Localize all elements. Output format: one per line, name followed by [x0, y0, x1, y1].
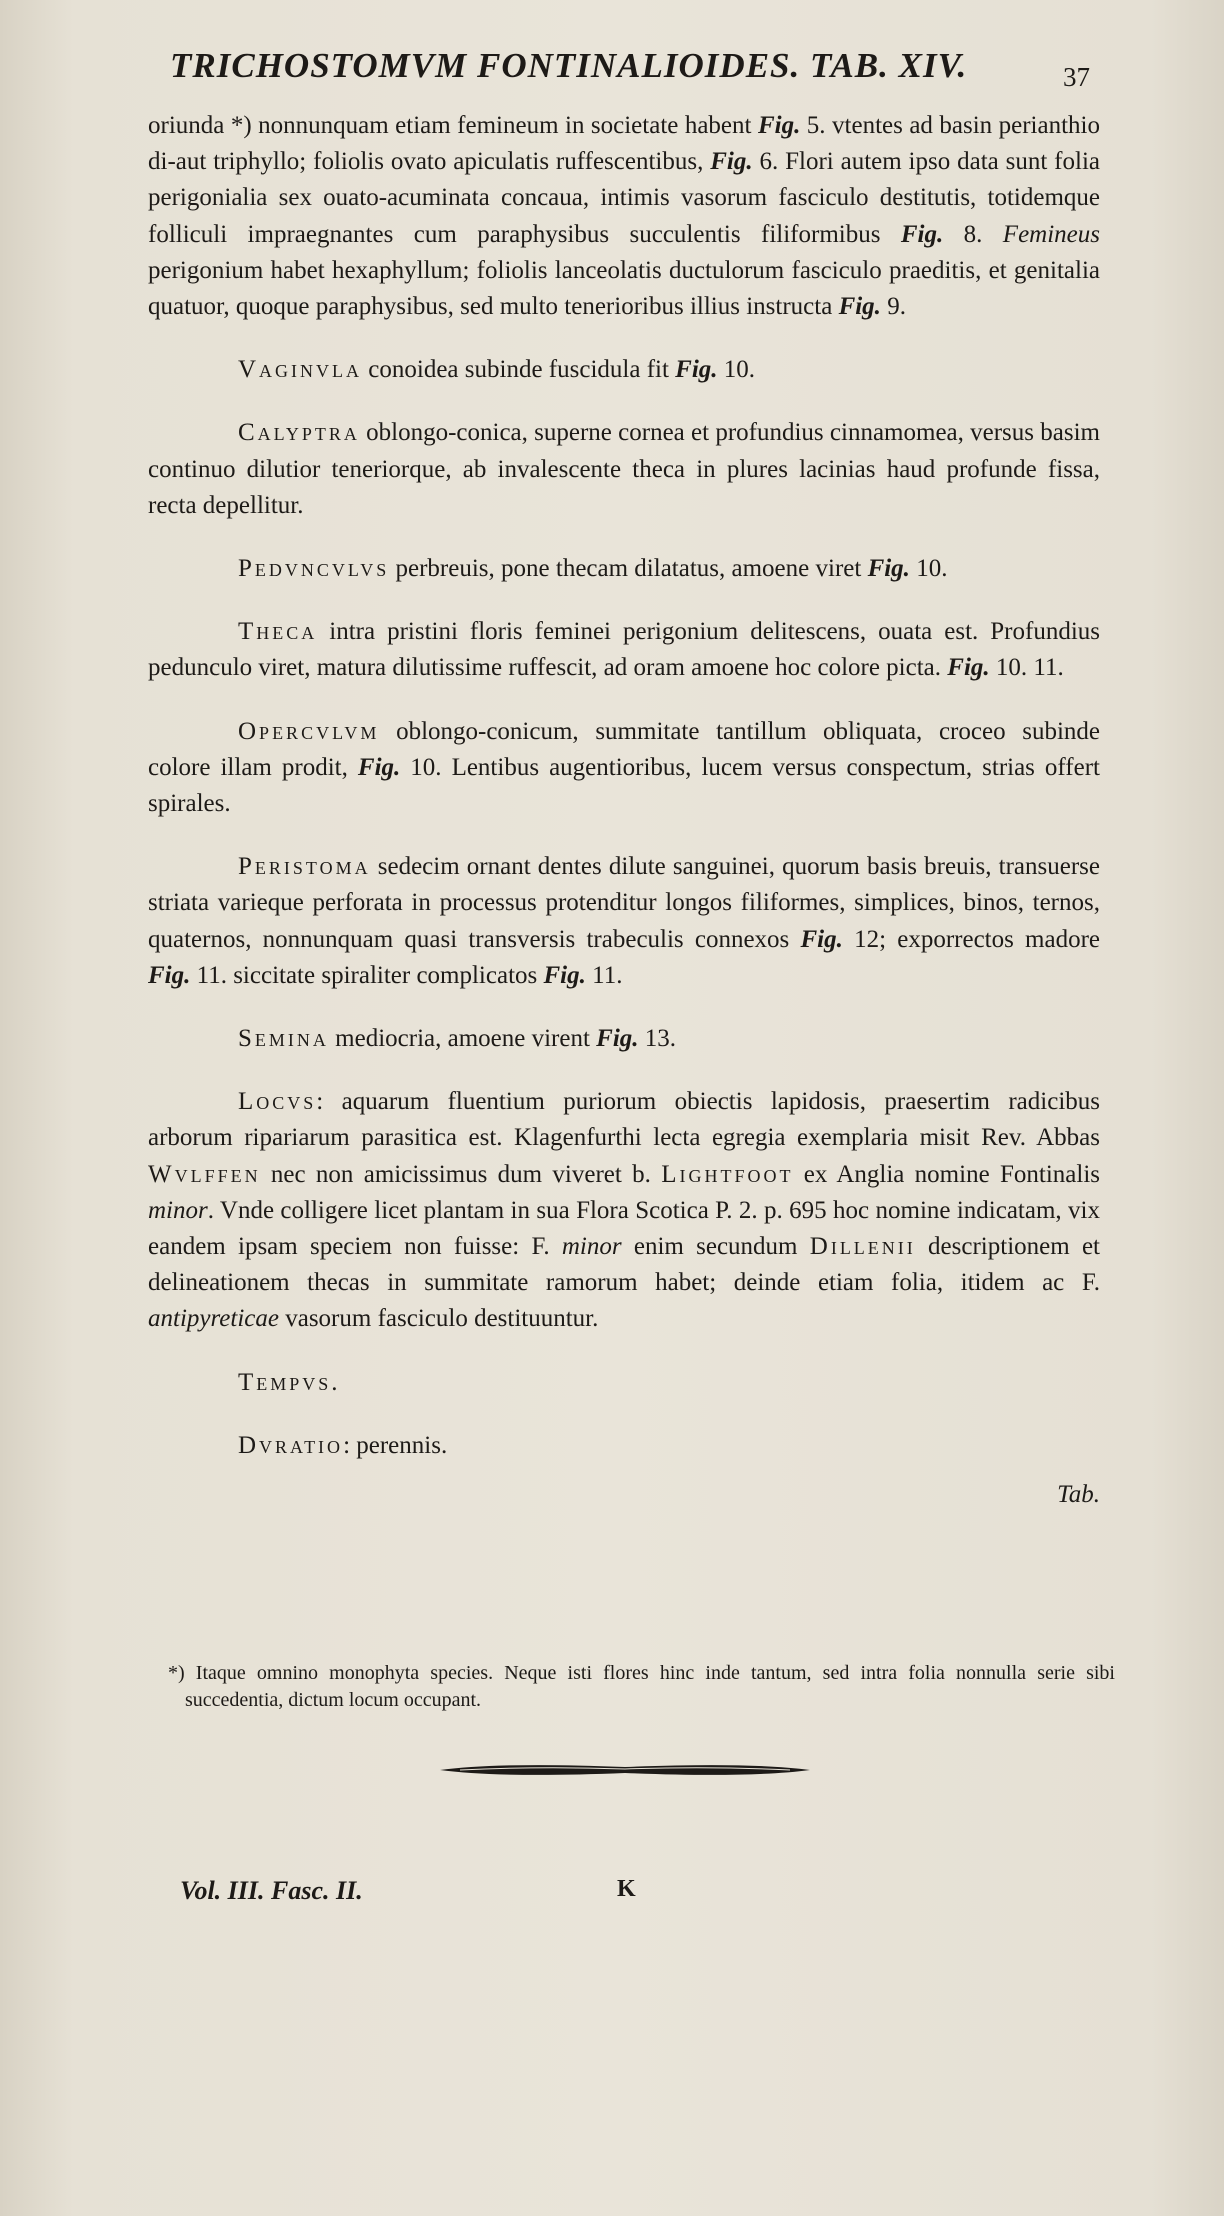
section-term: Opercvlvm	[238, 717, 380, 745]
italic-term: minor	[561, 1233, 622, 1261]
text-run: 10. 11.	[989, 654, 1064, 682]
text-run: oblongo-conica, superne cornea et profundius cinnamomea, versus basim continuo dilutior teneriorque, ab invalescente theca in plures lacinias haud profunde fissa, recta depellitur.	[148, 419, 1100, 519]
paragraph-locus	[148, 1084, 1100, 1337]
text-run: 5. vtentes ad basin perianthio di-aut triphyllo; foliolis ovato apiculatis ruffescentibus,	[148, 112, 1100, 176]
text-run: mediocria, amoene virent	[328, 1025, 597, 1053]
figure-ref: Fig.	[675, 356, 718, 384]
text-run: 11.	[585, 961, 623, 989]
section-term: Lightfoot	[661, 1160, 794, 1188]
figure-ref: Fig.	[148, 961, 191, 989]
figure-ref: Fig.	[900, 220, 944, 248]
text-run: . Vnde colligere licet plantam in sua Flora Scotica P. 2. p. 695 hoc nomine indicatam, vix eandem ipsam speciem non fuisse: F.	[148, 1196, 1100, 1261]
text-run: 10. Lentibus augentioribus, lucem versus conspectum, strias offert spirales.	[148, 753, 1101, 818]
section-term: Dillenii	[809, 1233, 916, 1261]
italic-term: minor	[148, 1196, 208, 1224]
section-term: Peristoma	[238, 853, 371, 881]
running-title: TRICHOSTOMVM FONTINALIOIDES. TAB. XIV.	[170, 46, 968, 85]
text-run: nec non amicissimus dum viveret b.	[260, 1160, 662, 1188]
text-run: 13.	[638, 1025, 677, 1053]
paragraph-calyptra	[148, 415, 1100, 524]
section-term: Calyptra	[238, 419, 360, 447]
text-run: ex Anglia nomine Fontinalis	[793, 1160, 1100, 1188]
paragraph-pedunculus	[148, 551, 1100, 587]
text-run: descriptionem et delineationem thecas in summitate ramorum habet; deinde etiam folia, itidem ac F.	[148, 1233, 1100, 1297]
section-term: Tempvs.	[238, 1368, 341, 1396]
section-term: Semina	[238, 1025, 329, 1053]
text-run: 11. siccitate spiraliter complicatos	[190, 961, 544, 989]
text-run: 9.	[880, 293, 906, 321]
text-run: intra pristini floris feminei perigonium delitescens, ouata est. Profundius pedunculo viret, matura dilutissime ruffescit, ad oram amoene hoc colore picta.	[148, 618, 1100, 682]
section-term: Wvlffen	[148, 1160, 261, 1188]
text-run: conoidea subinde fuscidula fit	[362, 356, 676, 384]
paragraph-vaginula	[148, 352, 1100, 388]
section-term: Vaginvla	[238, 356, 363, 384]
figure-ref: Fig.	[543, 961, 586, 989]
text-run: : perennis.	[343, 1431, 448, 1459]
figure-ref: Fig.	[838, 293, 881, 321]
figure-ref: Fig.	[357, 753, 401, 781]
volume-fascicle: Vol. III. Fasc. II.	[180, 1876, 363, 1905]
text-run: vasorum fasciculo destituuntur.	[278, 1305, 599, 1333]
figure-ref: Fig.	[867, 555, 910, 583]
page-footer	[180, 1876, 780, 1916]
paragraph-duratio	[148, 1428, 1100, 1464]
ornamental-rule	[440, 1758, 810, 1782]
italic-term: antipyreticae	[148, 1305, 279, 1333]
figure-ref: Fig.	[757, 112, 801, 139]
section-term: Pedvncvlvs	[238, 555, 390, 583]
figure-ref: Fig.	[800, 925, 843, 953]
footnote: *) Itaque omnino monophyta species. Neque isti flores hinc inde tantum, sed intra folia nonnulla serie sibi succedentia, dictum locum occupant.	[168, 1662, 1115, 1711]
text-run: perigonium habet hexaphyllum; foliolis lanceolatis ductulorum fasciculo praeditis, et genitalia quatuor, quoque paraphysibus, sed multo tenerioribus illius instructa	[148, 256, 1100, 321]
text-run: enim secundum	[621, 1233, 810, 1261]
text-run: oriunda *) nonnunquam etiam femineum in societate habent	[148, 112, 758, 139]
paragraph-operculum	[148, 714, 1100, 823]
paragraph-tempus	[148, 1365, 1100, 1401]
section-term: Dvratio	[238, 1431, 344, 1459]
text-run: 12; exporrectos madore	[842, 925, 1101, 953]
text-run: perbreuis, pone thecam dilatatus, amoene viret	[389, 555, 868, 583]
figure-ref: Fig.	[947, 654, 990, 682]
figure-ref: Fig.	[596, 1025, 639, 1053]
figure-ref: Fig.	[710, 148, 753, 176]
text-run: 10.	[717, 356, 756, 384]
signature-mark: K	[617, 1876, 636, 1902]
text-run: 8.	[943, 220, 1003, 248]
page-number: 37	[1063, 62, 1090, 92]
text-run: 10.	[909, 555, 948, 583]
paragraph-peristoma	[148, 849, 1100, 994]
page-header	[170, 38, 1090, 98]
paragraph-flower	[148, 108, 1100, 325]
text-body	[148, 108, 1100, 1540]
italic-term: Femineus	[1002, 220, 1100, 248]
text-run: sedecim ornant dentes dilute sanguinei, quorum basis breuis, transuerse striata varieque perforata in processus protenditur longos filiformes, simplices, binos, ternos, quaternos, nonnunquam quasi transversis trabeculis connexos	[148, 853, 1100, 953]
section-term: Theca	[238, 618, 318, 646]
section-term: Locvs	[238, 1088, 317, 1116]
paragraph-semina	[148, 1021, 1100, 1057]
paragraph-theca	[148, 614, 1100, 686]
catchword: Tab.	[1057, 1481, 1100, 1509]
text-run: 6. Flori autem ipso data sunt folia perigonialia sex ouato-acuminata concaua, intimis vasorum fasciculo destitutis, totidemque folliculi impraegnantes cum paraphysibus succulentis filiformibus	[148, 148, 1100, 248]
text-run: oblongo-conicum, summitate tantillum obliquata, croceo subinde colore illam prodit,	[148, 717, 1100, 781]
text-run: : aquarum fluentium puriorum obiectis lapidosis, praesertim radicibus arborum ripariarum parasitica est. Klagenfurthi lecta egregia exemplaria misit Rev. Abbas	[148, 1088, 1100, 1152]
